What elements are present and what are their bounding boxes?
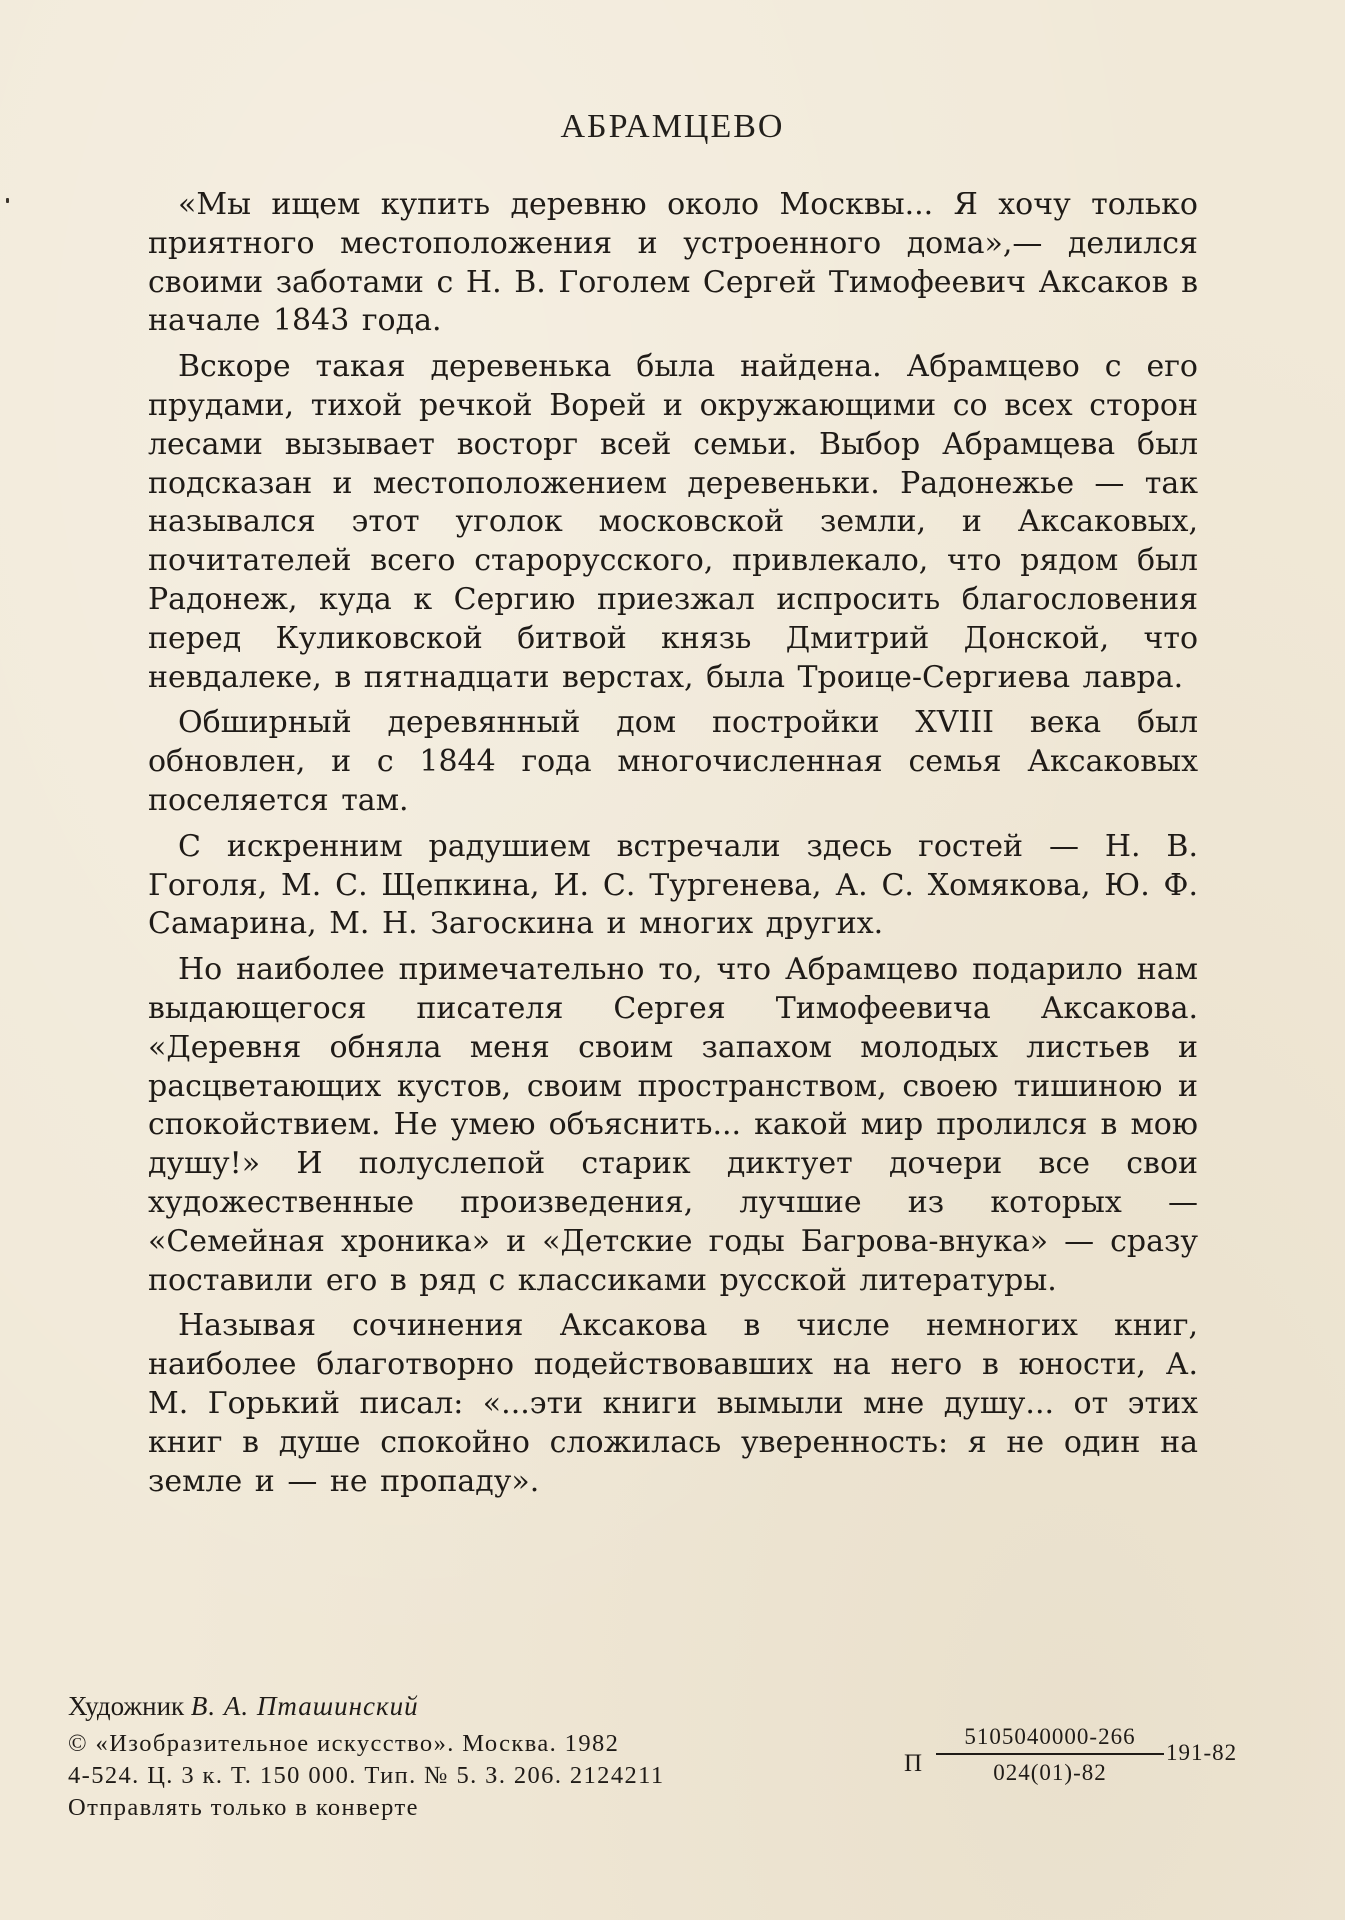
artist-name: В. А. Пташинский (190, 1691, 419, 1721)
index-fraction (936, 1724, 1164, 1786)
paragraph: «Мы ищем купить деревню около Москвы... Я хочу только приятного местоположения и устроенного дома»,— делился своими заботами с Н. В. Гоголем Сергей Тимофеевич Аксаков в начале 1843 года. (148, 187, 1198, 339)
artist-label: Художник (68, 1691, 185, 1721)
index-suffix: 191-82 (1166, 1740, 1238, 1765)
publisher-info (68, 1728, 888, 1824)
index-numerator: 5105040000-266 (936, 1724, 1164, 1755)
index-denominator: 024(01)-82 (993, 1760, 1107, 1785)
paragraph: Обширный деревянный дом постройки XVIII века был обновлен, и с 1844 года многочисленная семья Аксаковых поселяется там. (148, 705, 1198, 818)
paragraph: Вскоре такая деревенька была найдена. Абрамцево с его прудами, тихой речкой Ворей и окружающими со всех сторон лесами вызывает восторг всей семьи. Выбор Абрамцева был подсказан и местоположением деревеньки. Радонежье — так назывался этот уголок московской земли, и Аксаковых, почитателей всего старорусского, привлекало, что рядом был Радонеж, куда к Сергию приезжал испросить благословения перед Куликовской битвой князь Дмитрий Донской, что невдалеке, в пятнадцати верстах, была Троице-Сергиева лавра. (148, 349, 1198, 695)
print-details-line: 4-524. Ц. 3 к. Т. 150 000. Тип. № 5. З. 206. 2124211 (68, 1762, 665, 1789)
print-speck (6, 198, 9, 203)
index-prefix: П (904, 1750, 923, 1777)
paragraph: С искренним радушием встречали здесь гостей — Н. В. Гоголя, М. С. Щепкина, И. С. Тургенева, А. С. Хомякова, Ю. Ф. Самарина, М. Н. Загоскина и многих других. (148, 828, 1198, 942)
page-title: АБРАМЦЕВО (560, 108, 785, 145)
article-body (148, 186, 1198, 1501)
publisher-line: © «Изобразительное искусство». Москва. 1982 (68, 1730, 620, 1757)
paragraph: Называя сочинения Аксакова в числе немногих книг, наиболее благотворно подействовавших на него в юности, А. М. Горький писал: «...эти книги вымыли мне душу... от этих книг в душе спокойно сложилась уверенность: я не один на земле и — не пропаду». (148, 1308, 1198, 1499)
mailing-note: Отправлять только в конверте (68, 1794, 419, 1821)
imprint-block (68, 1688, 1288, 1821)
artist-credit (68, 1688, 1288, 1724)
catalog-index (904, 1724, 1304, 1794)
paragraph: Но наиболее примечательно то, что Абрамцево подарило нам выдающегося писателя Сергея Тимофеевича Аксакова. «Деревня обняла меня своим запахом молодых листьев и расцветающих кустов, своим пространством, своею тишиною и спокойствием. Не умею объяснить... какой мир пролился в мою душу!» И полуслепой старик диктует дочери все свои художественные произведения, лучшие из которых — «Семейная хроника» и «Детские годы Багрова-внука» — сразу поставили его в ряд с классиками русской литературы. (148, 952, 1198, 1298)
